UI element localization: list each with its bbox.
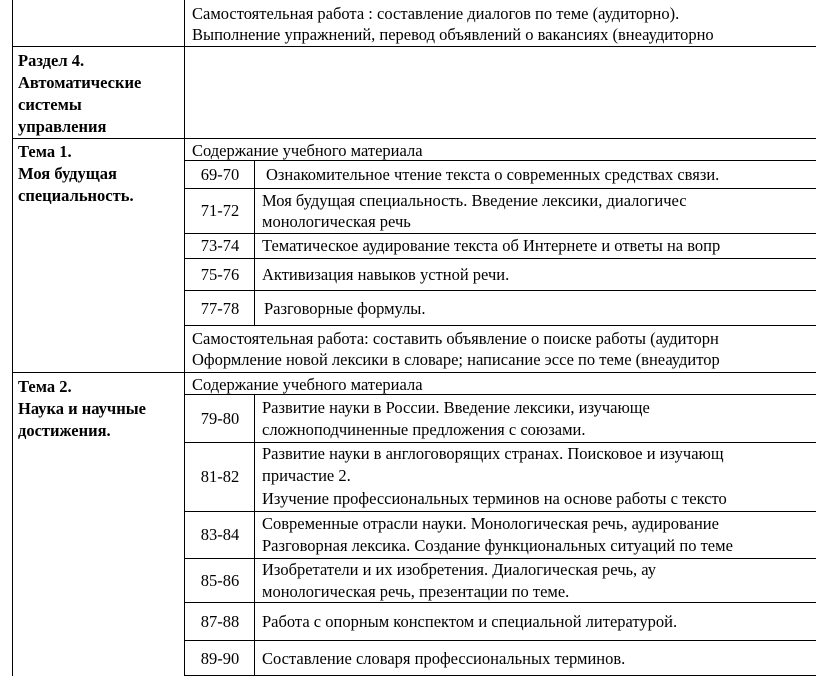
topic2-row-number: 89-90 [200, 649, 240, 668]
topic2-row-text: Разговорная лексика. Создание функциональных ситуаций по теме [262, 536, 733, 555]
topic2-row-number: 81-82 [200, 467, 240, 486]
section4-title-line: Автоматические [18, 73, 142, 92]
topic2-row-text: Работа с опорным конспектом и специальной литературой. [262, 612, 678, 631]
rule-t1-r2 [184, 233, 816, 234]
topic1-row-number: 77-78 [200, 299, 240, 318]
section4-title-line: управления [18, 117, 107, 136]
topic2-row-text: Изобретатели и их изобретения. Диалогическая речь, ау [262, 560, 657, 579]
rule-t2-r4 [184, 602, 816, 603]
topic2-title-line: достижения. [18, 421, 111, 440]
rule-left-edge [12, 46, 13, 676]
rule-topic1-bottom [12, 372, 816, 373]
topic2-row-number: 79-80 [200, 409, 240, 428]
topic2-title-line: Наука и научные [18, 399, 146, 418]
rule-t1-r4 [184, 290, 816, 291]
rule-t1-r3 [184, 258, 816, 259]
rule-left-edge [12, 0, 13, 46]
topic1-title-line: специальность. [18, 186, 134, 205]
topic2-row-text: сложноподчиненные предложения с союзами. [262, 420, 586, 439]
topic2-row-text: Развитие науки в англоговорящих странах. Поисковое и изучающ [262, 444, 724, 463]
topic1-row-text: Разговорные формулы. [264, 299, 426, 318]
topic1-row-number: 71-72 [200, 201, 240, 220]
topic2-row-number: 85-86 [200, 571, 240, 590]
rule-t2-r2 [184, 511, 816, 512]
topic1-row-text: Моя будущая специальность. Введение лексики, диалогичес [262, 191, 687, 210]
rule-section4-bottom [12, 138, 816, 139]
rule-num-col-t1 [254, 160, 255, 325]
topic1-row-text: Тематическое аудирование текста об Интернете и ответы на вопр [262, 236, 721, 255]
rule-num-col-t2 [254, 394, 255, 676]
rule-t2-r6 [184, 675, 816, 676]
topic2-row-text: Развитие науки в России. Введение лексики, изучающе [262, 398, 650, 417]
rule-t1-r1 [184, 188, 816, 189]
topic2-title-line: Тема 2. [18, 377, 72, 396]
rule-col-divider [184, 0, 185, 676]
topic1-self-work-line1: Самостоятельная работа: составить объявление о поиске работы (аудиторн [192, 329, 719, 348]
top-self-work-line2: Выполнение упражнений, перевод объявлений о вакансиях (внеаудиторно [192, 25, 714, 44]
section4-title-line: Раздел 4. [18, 51, 85, 70]
topic1-title-line: Тема 1. [18, 142, 72, 161]
topic1-row-text: Активизация навыков устной речи. [262, 265, 510, 284]
topic2-row-text: монологическая речь, презентации по теме. [262, 582, 570, 601]
topic1-row-text: Ознакомительное чтение текста о современных средствах связи. [266, 165, 720, 184]
topic1-row-number: 73-74 [200, 236, 240, 255]
topic1-content-header: Содержание учебного материала [192, 141, 423, 160]
topic1-title-line: Моя будущая [18, 164, 117, 183]
rule-t2-r5 [184, 640, 816, 641]
topic1-self-work-line2: Оформление новой лексики в словаре; написание эссе по теме (внеаудитор [192, 350, 720, 369]
topic2-row-text: Изучение профессиональных терминов на основе работы с тексто [262, 489, 727, 508]
top-self-work-line1: Самостоятельная работа : составление диалогов по теме (аудиторно). [192, 4, 680, 23]
topic2-row-text: Составление словаря профессиональных терминов. [262, 649, 626, 668]
topic2-row-number: 87-88 [200, 612, 240, 631]
topic2-content-header: Содержание учебного материала [192, 375, 423, 394]
topic2-row-text: причастие 2. [262, 466, 351, 485]
topic2-row-number: 83-84 [200, 525, 240, 544]
topic1-row-number: 75-76 [200, 265, 240, 284]
topic1-row-number: 69-70 [200, 165, 240, 184]
topic1-row-text: монологическая речь [262, 212, 411, 231]
topic2-row-text: Современные отрасли науки. Монологическая речь, аудирование [262, 514, 719, 533]
rule-t1-r5 [184, 325, 816, 326]
rule-top-row-bottom [12, 46, 816, 47]
section4-title-line: системы [18, 95, 82, 114]
